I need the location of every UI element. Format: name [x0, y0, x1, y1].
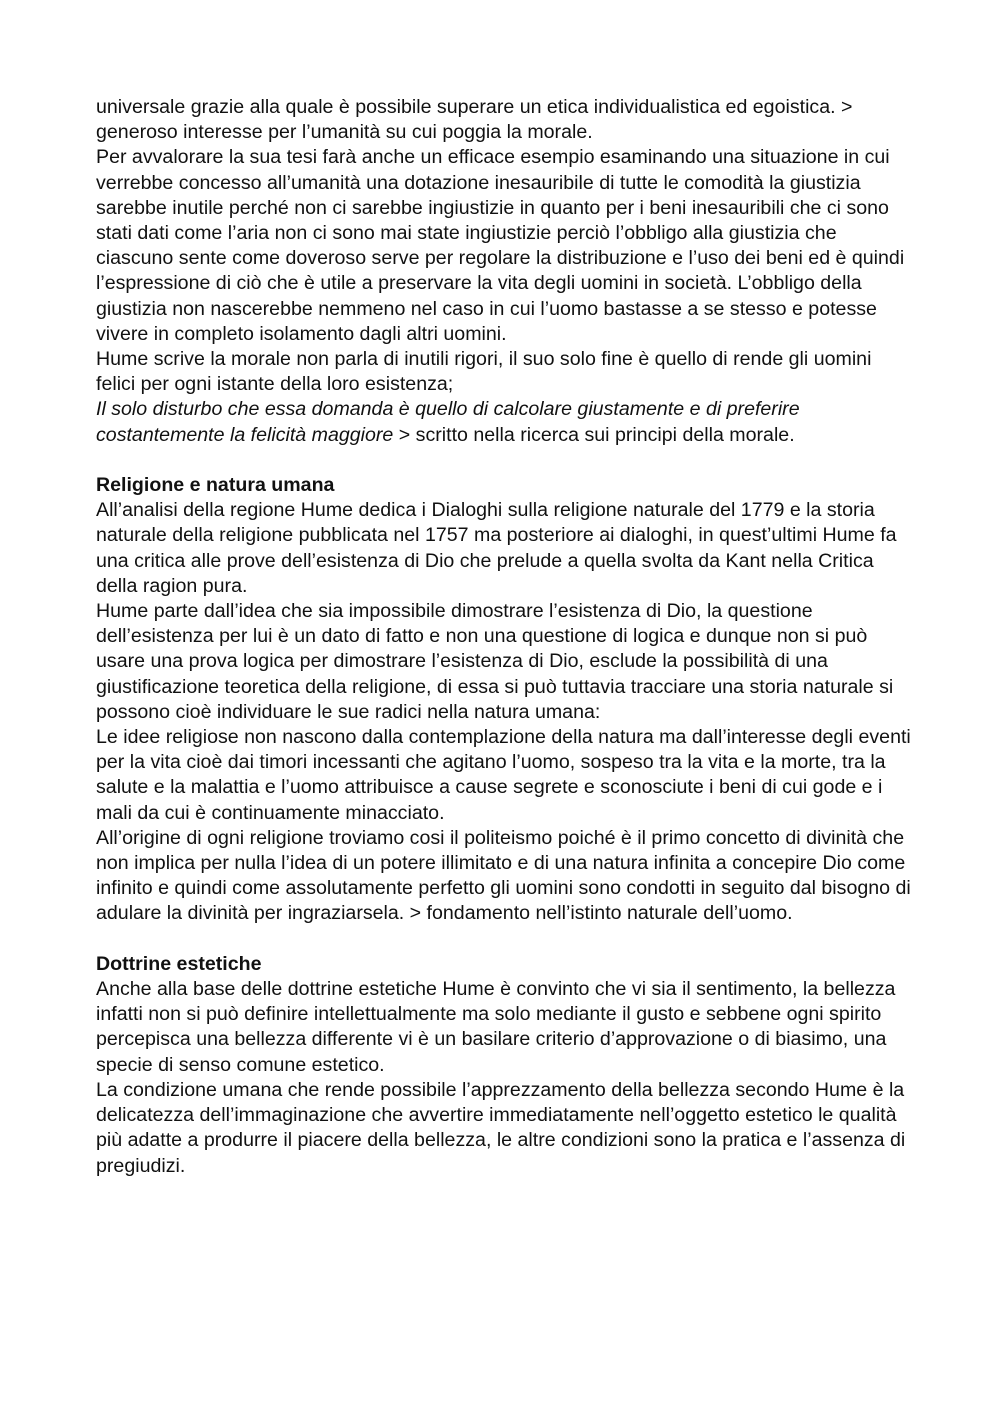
document-body	[96, 95, 916, 1179]
paragraph: Le idee religiose non nascono dalla contemplazione della natura ma dall’interesse degli eventi per la vita cioè dai timori incessanti che agitano l’uomo, sospeso tra la vita e la morte, tra la salute e la malattia e l’uomo attribuisce a cause segrete e sconosciute i beni di cui gode e i mali da cui è continuamente minacciato.	[96, 726, 911, 824]
italic-quote: Il solo disturbo che essa domanda è quello di calcolare giustamente e di preferire costantemente la felicità maggiore	[96, 398, 800, 446]
paragraph-quote	[96, 397, 916, 447]
paragraph: La condizione umana che rende possibile l’apprezzamento della bellezza secondo Hume è la delicatezza dell’immaginazione che avvertire immediatamente nell’oggetto estetico le qualità più adatte a produrre il piacere della bellezza, le altre condizioni sono la pratica e l’assenza di pregiudizi.	[96, 1078, 906, 1177]
quote-source: > scritto nella ricerca sui principi della morale.	[393, 423, 795, 446]
section-heading-religione: Religione e natura umana	[96, 474, 335, 497]
section-heading-estetica: Dottrine estetiche	[96, 952, 262, 975]
paragraph: All’analisi della regione Hume dedica i Dialoghi sulla religione naturale del 1779 e la storia naturale della religione pubblicata nel 1757 ma posteriore ai dialoghi, in quest’ultimi Hume fa una critica alle prove dell’esistenza di Dio che prelude a quella svolta da Kant nella Critica della ragion pura.	[96, 499, 897, 597]
section-spacer	[96, 927, 916, 952]
paragraph: Per avvalorare la sua tesi farà anche un efficace esempio esaminando una situazione in cui verrebbe concesso all’umanità una dotazione inesauribile di tutte le comodità la giustizia sarebbe inutile perché non ci sarebbe ingiustizie in quanto per i beni inesauribili che ci sono stati dati come l’aria non ci sono mai state ingiustizie perciò l’obbligo alla giustizia che ciascuno sente come doveroso serve per regolare la distribuzione e l’uso dei beni ed è quindi l’espressione di ciò che è utile a preservare la vita degli uomini in società. L’obbligo della giustizia non nascerebbe nemmeno nel caso in cui l’uomo bastasse a se stesso e potesse vivere in completo isolamento dagli altri uomini.	[96, 146, 905, 345]
paragraph: All’origine di ogni religione troviamo cosi il politeismo poiché è il primo concetto di divinità che non implica per nulla l’idea di un potere illimitato e di una natura infinita a concepire Dio come infinito e quindi come assolutamente perfetto gli uomini sono condotti in seguito dal bisogno di adulare la divinità per ingraziarsela. > fondamento nell’istinto naturale dell’uomo.	[96, 826, 911, 925]
paragraph: Hume parte dall’idea che sia impossibile dimostrare l’esistenza di Dio, la questione dell’esistenza per lui è un dato di fatto e non una questione di logica e dunque non si può usare una prova logica per dimostrare l’esistenza di Dio, esclude la possibilità di una giustificazione teoretica della religione, di essa si può tuttavia tracciare una storia naturale si possono cioè individuare le sue radici nella natura umana:	[96, 600, 894, 723]
paragraph: Hume scrive la morale non parla di inutili rigori, il suo solo fine è quello di rende gli uomini felici per ogni istante della loro esistenza;	[96, 348, 872, 396]
paragraph: Anche alla base delle dottrine estetiche Hume è convinto che vi sia il sentimento, la bellezza infatti non si può definire intellettualmente ma solo mediante il gusto e sebbene ogni spirito percepisca una bellezza differente vi è un basilare criterio d’approvazione o di biasimo, una specie di senso comune estetico.	[96, 978, 896, 1076]
section-spacer	[96, 448, 916, 473]
paragraph: universale grazie alla quale è possibile superare un etica individualistica ed egoistica. > generoso interesse per l’umanità su cui poggia la morale.	[96, 96, 853, 144]
